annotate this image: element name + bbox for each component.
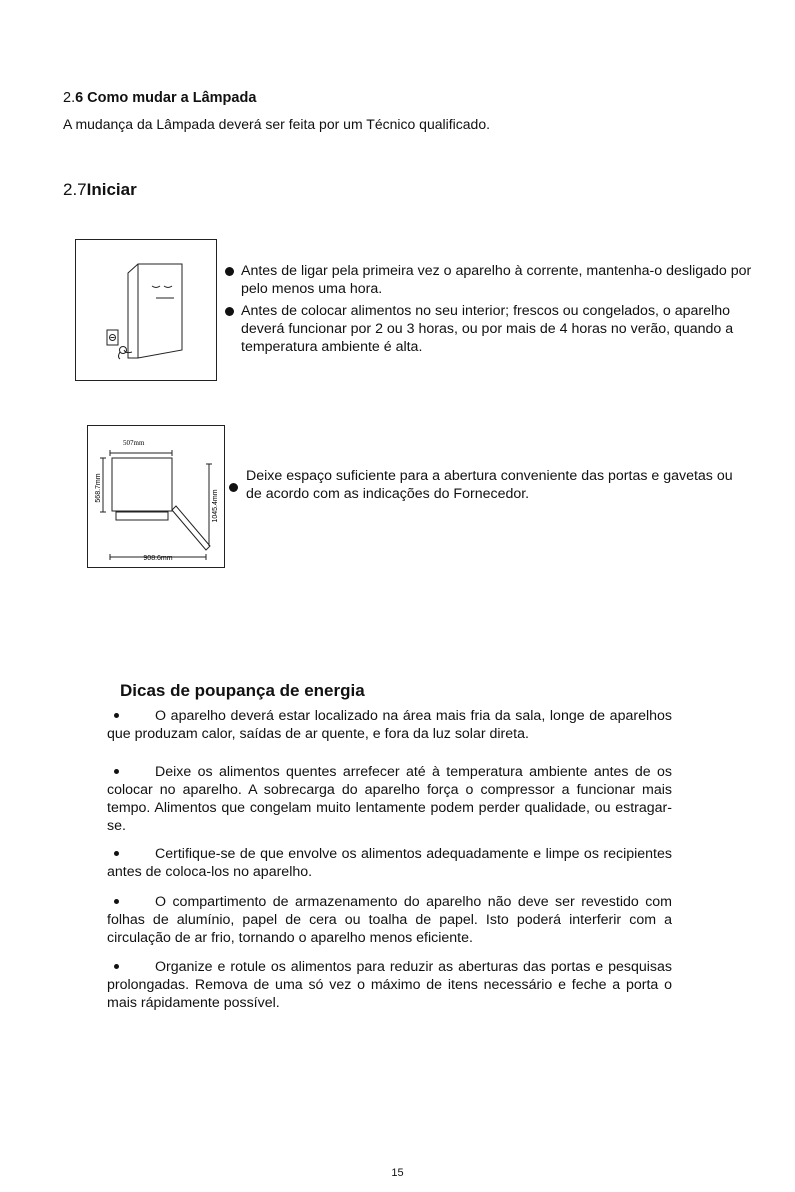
energy-tips-title: Dicas de poupança de energia xyxy=(120,681,365,700)
bullet-icon xyxy=(225,307,234,316)
tip-text: Deixe os alimentos quentes arrefecer até à temperatura ambiente antes de os colocar no aparelho. A sobrecarga do aparelho força o compressor a funcionar mais tempo. Alimentos que congelam muito lentamente podem perder qualidade, ou estragar-se. xyxy=(107,764,672,834)
section-2-6-heading xyxy=(63,90,256,106)
list-item xyxy=(222,262,772,298)
depth-dimension-label: 568.7mm xyxy=(95,473,102,503)
tip-item xyxy=(107,893,672,947)
clearance-bullet xyxy=(226,467,746,507)
bullet-icon xyxy=(225,267,234,276)
tip-item xyxy=(107,763,672,835)
clearance-dimension-illustration xyxy=(87,425,225,568)
bullet-text: Antes de ligar pela primeira vez o aparelho à corrente, mantenha-o desligado por pelo menos uma hora. xyxy=(241,263,752,297)
tip-item xyxy=(107,707,672,743)
bullet-icon xyxy=(114,899,119,904)
tip-text: O aparelho deverá estar localizado na área mais fria da sala, longe de aparelhos que produzam calor, saídas de ar quente, e fora da luz solar direta. xyxy=(107,708,672,742)
tip-text: Organize e rotule os alimentos para reduzir as aberturas das portas e pesquisas prolongadas. Remova de uma só vez o máximo de itens necessário e feche a porta o mais rápidamente possível. xyxy=(107,959,672,1011)
fridge-plug-drawing xyxy=(76,240,215,379)
section-number: 2. xyxy=(63,90,76,106)
section-2-7-heading xyxy=(63,180,137,200)
tip-text: Certifique-se de que envolve os alimentos adequadamente e limpe os recipientes antes de coloca-los no aparelho. xyxy=(107,846,672,880)
clearance-drawing xyxy=(88,426,223,566)
door-open-dimension-label: 908.6mm xyxy=(143,555,173,562)
section-2-6-text: A mudança da Lâmpada deverá ser feita por um Técnico qualificado. xyxy=(63,116,490,132)
width-dimension-label: 507mm xyxy=(123,439,145,447)
bullet-text: Antes de colocar alimentos no seu interior; frescos ou congelados, o aparelho deverá funcionar por 2 ou 3 horas, ou por mais de 4 horas no verão, quando a temperatura ambiente é alta. xyxy=(241,303,734,355)
bullet-icon xyxy=(114,964,119,969)
bullet-icon xyxy=(114,769,119,774)
list-item xyxy=(222,302,772,356)
page-number: 15 xyxy=(391,1167,404,1179)
section-title: 6 Como mudar a Lâmpada xyxy=(75,90,257,106)
tip-item xyxy=(107,845,672,881)
fridge-plug-illustration xyxy=(75,239,217,381)
bullet-icon xyxy=(114,851,119,856)
bullet-icon xyxy=(114,713,119,718)
start-bullet-list xyxy=(222,262,772,360)
tip-text: O compartimento de armazenamento do aparelho não deve ser revestido com folhas de alumínio, papel de cera ou toalha de papel. Isto poderá interferir com a circulação de ar frio, tornando o aparelho menos eficiente. xyxy=(107,894,672,946)
bullet-icon xyxy=(229,483,238,492)
tip-item xyxy=(107,958,672,1012)
height-dimension-label: 1045.4mm xyxy=(212,489,219,523)
section-title: Iniciar xyxy=(86,180,137,199)
bullet-text: Deixe espaço suficiente para a abertura conveniente das portas e gavetas ou de acordo com as indicações do Fornecedor. xyxy=(246,468,733,502)
list-item xyxy=(226,467,746,503)
section-number: 2.7 xyxy=(63,180,87,199)
